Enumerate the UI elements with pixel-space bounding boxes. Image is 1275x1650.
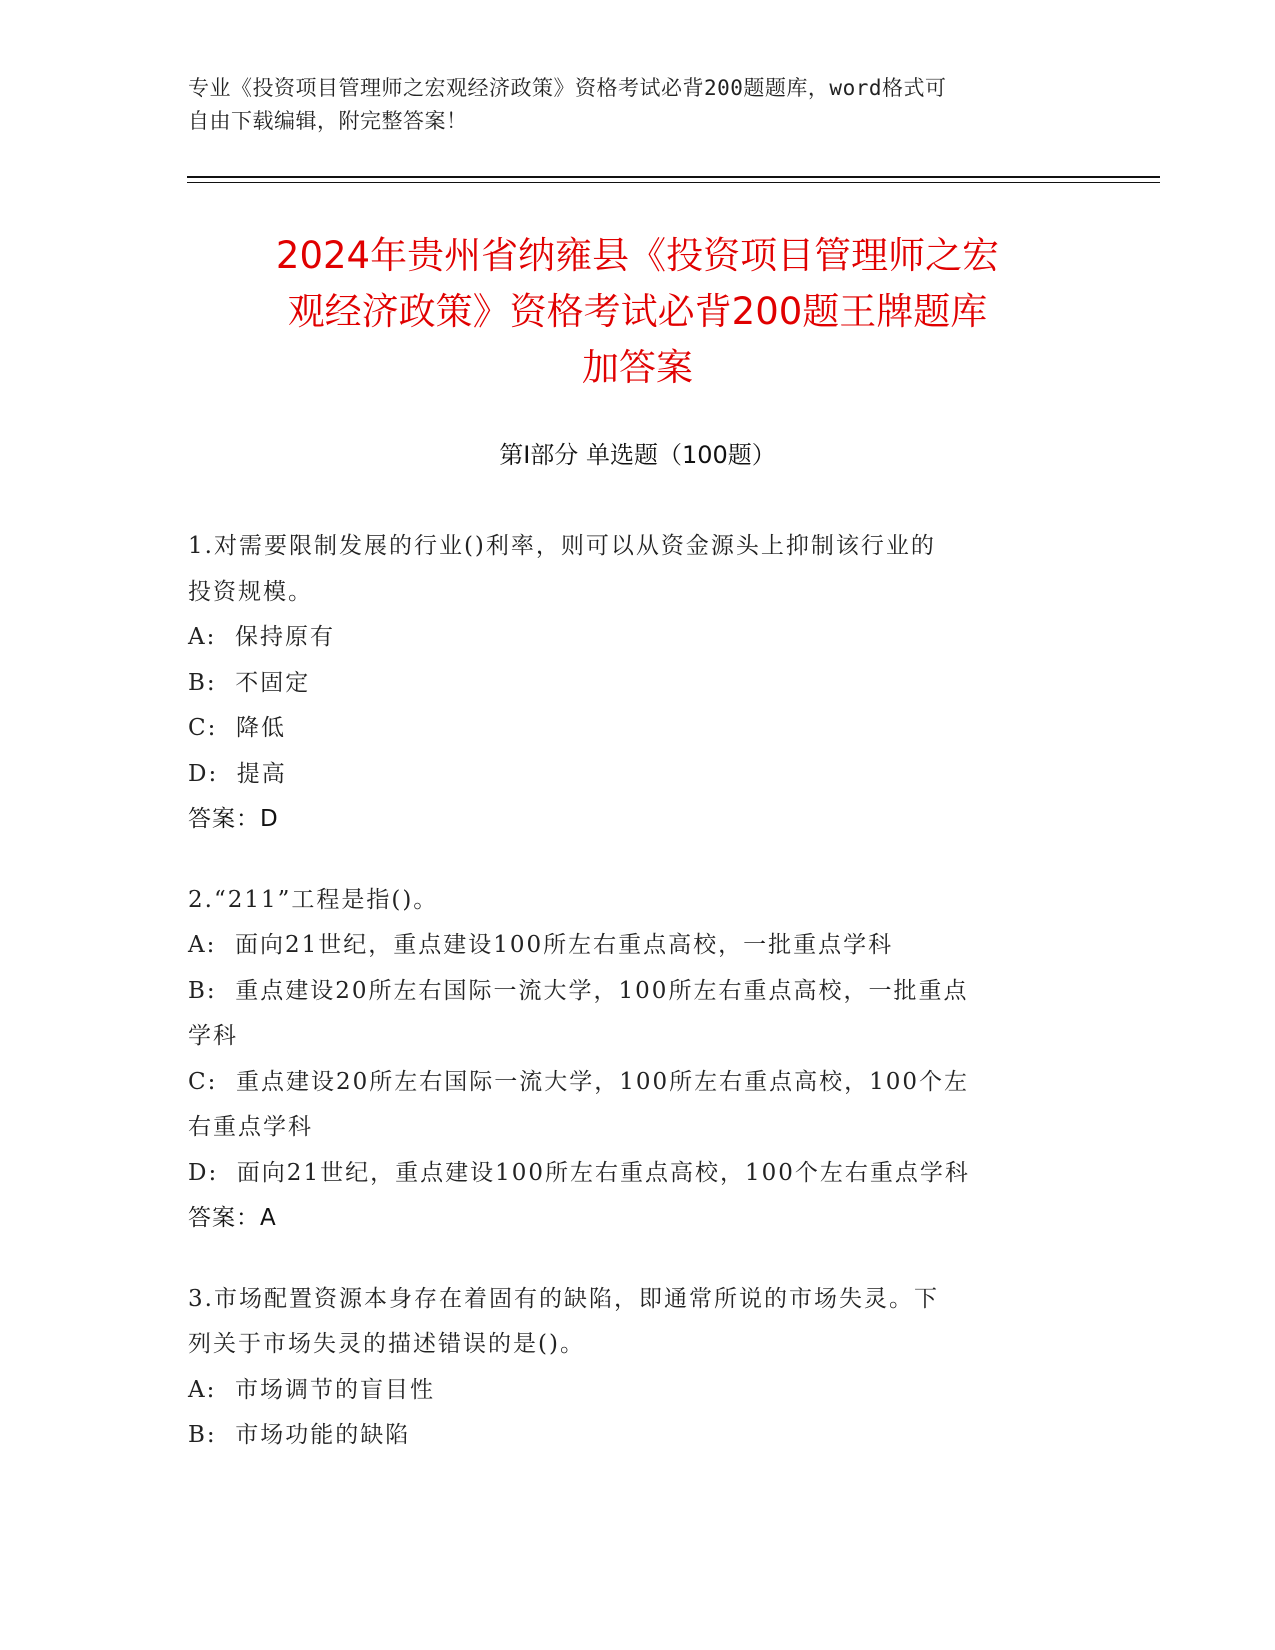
option-c-continued: 右重点学科: [188, 1114, 313, 1140]
question-3: [188, 1277, 1088, 1459]
question-list: [188, 524, 1088, 1494]
option-b: B: 不固定: [188, 669, 311, 696]
header-rule-thick: [187, 176, 1160, 178]
option-b: B: 市场功能的缺陷: [188, 1422, 411, 1448]
option-b-continued: 学科: [188, 1023, 238, 1049]
question-1: [188, 524, 1088, 843]
header-note-line-1: 专业《投资项目管理师之宏观经济政策》资格考试必背200题题库，word格式可: [188, 76, 947, 100]
question-stem-line: 列关于市场失灵的描述错误的是()。: [188, 1331, 585, 1357]
option-a: A: 保持原有: [188, 624, 335, 650]
document-title-line-3: 加答案: [582, 346, 693, 389]
answer-label: 答案：D: [188, 806, 279, 832]
option-c: C: 降低: [188, 715, 286, 741]
document-title: [150, 228, 1125, 396]
option-b: B: 重点建设20所左右国际一流大学，100所左右重点高校，一批重点: [188, 977, 969, 1004]
option-a: A: 市场调节的盲目性: [188, 1376, 435, 1403]
question-stem-line: 1.对需要限制发展的行业()利率，则可以从资金源头上抑制该行业的: [188, 533, 936, 559]
question-stem-line: 3.市场配置资源本身存在着固有的缺陷，即通常所说的市场失灵。下: [188, 1285, 939, 1312]
header-rule-thin: [187, 182, 1160, 183]
option-d: D: 面向21世纪，重点建设100所左右重点高校，100个左右重点学科: [188, 1159, 970, 1186]
question-2: [188, 878, 1088, 1242]
header-note: [188, 72, 1088, 138]
option-d: D: 提高: [188, 760, 287, 787]
question-stem-line: 投资规模。: [188, 578, 313, 605]
header-note-line-2: 自由下载编辑，附完整答案！: [188, 109, 468, 133]
option-c: C: 重点建设20所左右国际一流大学，100所左右重点高校，100个左: [188, 1068, 970, 1095]
document-title-line-2: 观经济政策》资格考试必背200题王牌题库: [287, 290, 988, 333]
option-a: A: 面向21世纪，重点建设100所左右重点高校，一批重点学科: [188, 932, 894, 958]
document-title-line-1: 2024年贵州省纳雍县《投资项目管理师之宏: [275, 234, 1000, 277]
question-stem-line: 2.“211”工程是指()。: [188, 886, 439, 913]
answer-label: 答案：A: [188, 1205, 277, 1231]
section-title: 第Ⅰ部分 单选题（100题）: [499, 441, 776, 469]
